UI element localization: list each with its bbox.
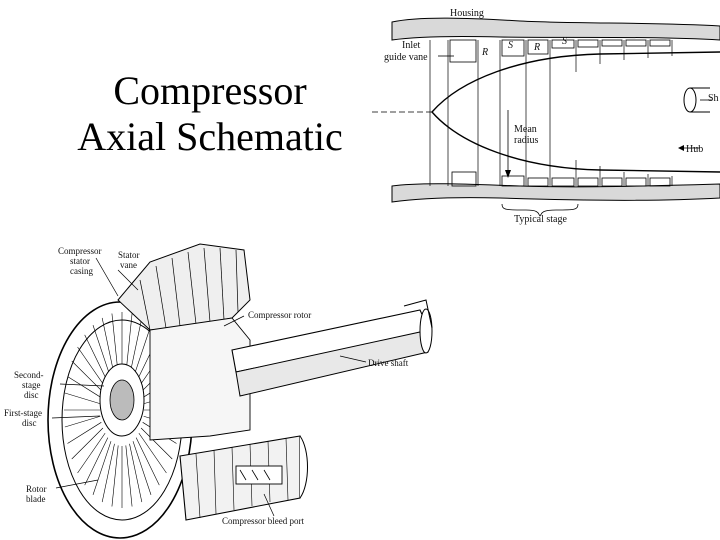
- title-line-1: Compressor: [113, 68, 307, 113]
- label-typical-stage: Typical stage: [514, 214, 567, 225]
- label-first-stage-2: disc: [22, 418, 37, 428]
- housing-bottom: [392, 184, 720, 202]
- label-radius: radius: [514, 135, 539, 146]
- label-rotor-blade-2: blade: [26, 494, 46, 504]
- label-vane-2: vane: [120, 260, 137, 270]
- label-bleed-port: Compressor bleed port: [222, 516, 304, 526]
- compressor-cutaway: [48, 244, 432, 538]
- label-drive-shaft: Drive shaft: [368, 358, 409, 368]
- label-casing-1: Compressor: [58, 246, 102, 256]
- label-housing: Housing: [450, 8, 484, 19]
- label-first-stage-1: First-stage: [4, 408, 42, 418]
- label-hub: Hub: [686, 144, 704, 155]
- label-rotor-blade-1: Rotor: [26, 484, 47, 494]
- label-second-stage-3: disc: [24, 390, 39, 400]
- label-second-stage-1: Second-: [14, 370, 44, 380]
- label-stator-1: S: [508, 40, 513, 51]
- axial-schematic: [372, 18, 720, 216]
- housing-top: [392, 18, 720, 40]
- label-casing-3: casing: [70, 266, 93, 276]
- label-compressor-rotor: Compressor rotor: [248, 310, 312, 320]
- label-rotor-2: R: [534, 42, 541, 53]
- label-rotor-1: R: [482, 47, 489, 58]
- label-second-stage-2: stage: [22, 380, 41, 390]
- label-inlet: Inlet: [402, 40, 421, 51]
- label-vane-1: Stator: [118, 250, 140, 260]
- label-casing-2: stator: [70, 256, 90, 266]
- label-guide-vane: guide vane: [384, 52, 428, 63]
- label-stator-2: S: [562, 36, 567, 47]
- label-mean: Mean: [514, 124, 537, 135]
- label-shaft: Sh: [708, 93, 719, 104]
- title-line-2: Axial Schematic: [77, 114, 343, 159]
